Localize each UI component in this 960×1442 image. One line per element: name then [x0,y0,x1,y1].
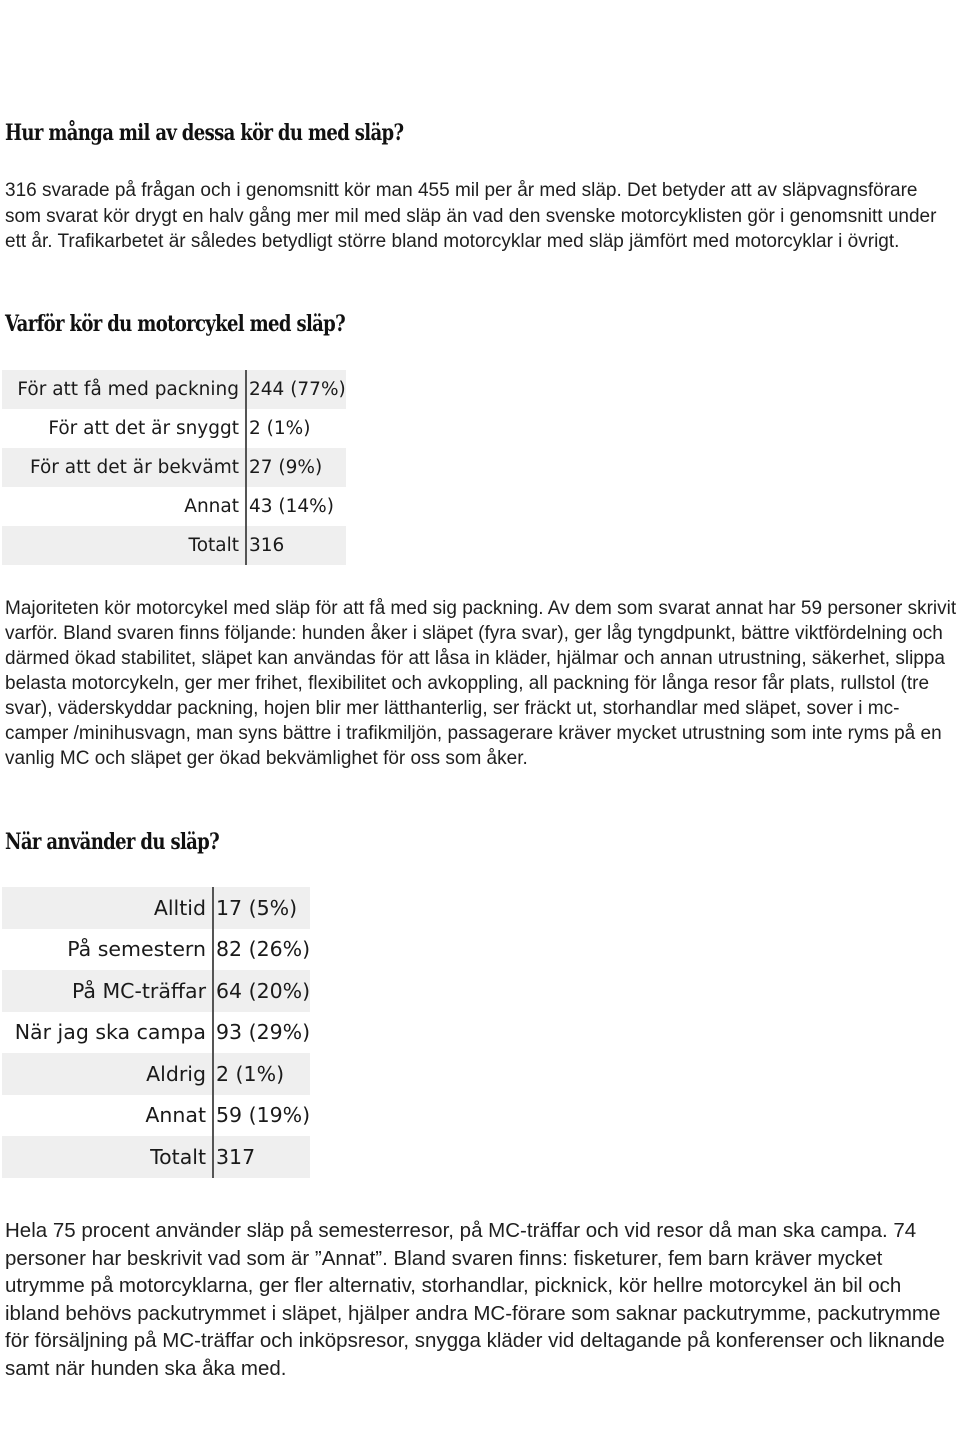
row-label: Annat [184,496,239,517]
row-value: 59 (19%) [213,1095,310,1137]
row-label: Annat [145,1103,206,1128]
row-value: 64 (20%) [213,970,310,1012]
row-label: Totalt [2,526,246,565]
row-label: För att få med packning [2,370,246,409]
table-row [2,1136,310,1178]
table-row [2,448,346,487]
table-row [2,409,346,448]
row-value: 2 (1%) [213,1053,310,1095]
row-label: På semestern [67,937,206,962]
varfor-table [2,370,346,565]
nar-table [2,887,310,1178]
table-row [2,487,346,526]
row-value: 93 (29%) [213,1012,310,1054]
table-row [2,929,310,971]
section-heading-nar: När använder du släp? [5,829,220,855]
table-row [2,1012,310,1054]
paragraph-varfor: Majoriteten kör motorcykel med släp för att få med sig packning. Av dem som svarat annat har 59 personer skrivit varför. Bland svaren finns följande: hunden åker i släpet (fyra svar), ger låg tyngdpunkt, bättre viktfördelning och därmed ökad stabilitet, släpet kan användas för att låsa in kläder, hjälmar och annan utrustning, säkerhet, slippa belasta motorcykeln, ger mer frihet, flexibilitet och avkoppling, all packning för långa resor får plats, rullstol (tre svar), väderskyddar packning, hojen blir mer lätthanterlig, ser fräckt ut, storhandlar med släpet, sover i mc-camper /minihusvagn, man syns bättre i trafikmiljön, passagerare kräver mycket utrustning som inte ryms på en vanlig MC och släpet ger ökad bekvämlighet för oss som åker. [5,598,957,769]
row-label: För att det är snyggt [48,418,239,439]
table-row [2,370,346,409]
row-value: 244 (77%) [246,370,346,409]
row-label: När jag ska campa [14,1020,206,1045]
table-row [2,526,346,565]
row-value: 27 (9%) [246,448,346,487]
table-row [2,1053,310,1095]
row-value: 316 [246,526,346,565]
row-label: Aldrig [2,1053,213,1095]
section-heading-mil: Hur många mil av dessa kör du med släp? [5,120,404,146]
row-value: 43 (14%) [246,487,346,526]
paragraph-mil: 316 svarade på frågan och i genomsnitt kör man 455 mil per år med släp. Det betyder att av släpvagnsförare som svarat kör drygt en halv gång mer mil med släp än vad den svenske motorcyklisten gör i genomsnitt under ett år. Trafikarbetet är således betydligt större bland motorcyklar med släp jämfört med motorcyklar i övrigt. [5,180,937,253]
row-label: För att det är bekvämt [2,448,246,487]
row-label: Totalt [2,1136,213,1178]
table-row [2,1095,310,1137]
table-row [2,887,310,929]
row-value: 82 (26%) [213,929,310,971]
paragraph-nar: Hela 75 procent använder släp på semesterresor, på MC-träffar och vid resor då man ska campa. 74 personer har beskrivit vad som är ”Annat”. Bland svaren finns: fisketurer, fem barn kräver mycket utrymme på motorcyklarna, ger fler alternativ, storhandlar, picknick, kör hellre motorcykel än bil och ibland behövs packutrymmet i släpet, hjälper andra MC-förare som saknar packutrymme, packutrymme för försäljning på MC-träffar och inköpsresor, snygga kläder vid deltagande på konferenser och liknande samt när hunden ska åka med. [5,1219,945,1380]
row-value: 2 (1%) [246,409,346,448]
row-value: 317 [213,1136,310,1178]
row-label: Alltid [2,887,213,929]
row-value: 17 (5%) [213,887,310,929]
section-heading-varfor: Varför kör du motorcykel med släp? [5,311,346,337]
table-row [2,970,310,1012]
row-label: På MC-träffar [2,970,213,1012]
